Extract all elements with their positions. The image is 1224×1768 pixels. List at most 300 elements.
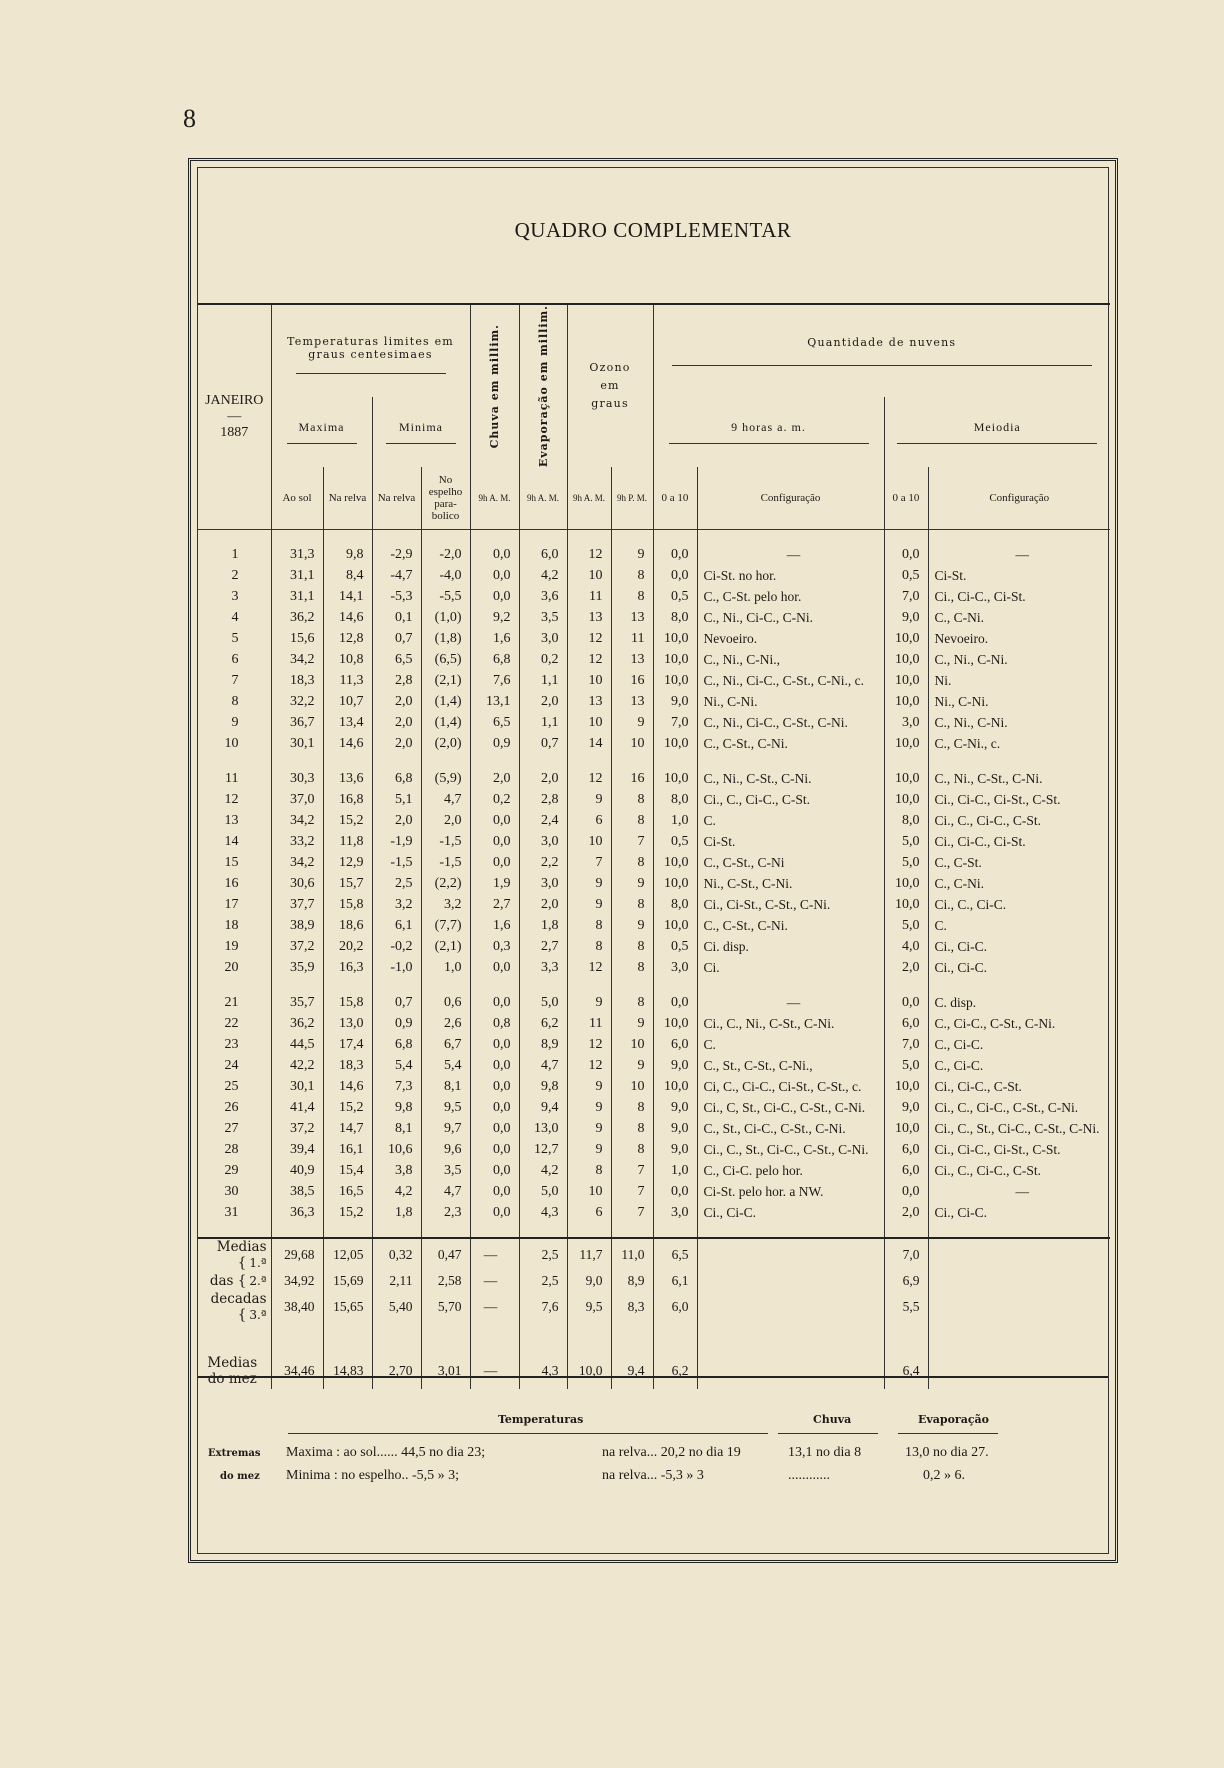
decade-row [198, 1291, 1110, 1323]
espelho-cell: (5,9) [421, 768, 470, 789]
min-relva-cell: 0,1 [372, 607, 421, 628]
evap-cell: 3,6 [519, 586, 567, 607]
na-relva-cell: 16,3 [323, 957, 372, 978]
decade-value: 2,58 [421, 1271, 470, 1291]
ao-sol-cell: 34,2 [271, 649, 323, 670]
daily-rows [198, 530, 1110, 1390]
espelho-cell: -1,5 [421, 831, 470, 852]
decade-value: 0,32 [372, 1238, 421, 1271]
config-md-cell: Ci-St. [928, 565, 1110, 586]
config-md-cell: Ci., Ci-C., Ci-St. [928, 586, 1110, 607]
ozono-pm-cell: 13 [611, 607, 653, 628]
config-md-cell: C., Ci-C., C-St., C-Ni. [928, 1013, 1110, 1034]
nuvens-9-cell: 9,0 [653, 1097, 697, 1118]
maxima-label: Maxima [298, 419, 345, 434]
ozono-am-cell: 8 [567, 1160, 611, 1181]
nuvens-9-cell: 8,0 [653, 789, 697, 810]
evap-cell: 2,4 [519, 810, 567, 831]
espelho-cell: 0,6 [421, 992, 470, 1013]
nove-horas-brace [669, 443, 869, 444]
month-label: JANEIRO [205, 393, 264, 409]
month-mean-value: 10,0 [567, 1353, 611, 1389]
config-md-cell: Nevoeiro. [928, 628, 1110, 649]
decade-value: 15,69 [323, 1271, 372, 1291]
year-label: 1887 [220, 425, 249, 441]
na-relva-cell: 13,6 [323, 768, 372, 789]
config-9-cell: C. [697, 810, 884, 831]
day-cell: 29 [224, 1162, 239, 1178]
day-cell: 8 [231, 693, 239, 709]
ozono-am-cell: 12 [567, 957, 611, 978]
chuva-cell: 7,6 [470, 670, 519, 691]
config-9-cell: C. [697, 1034, 884, 1055]
table-frame [188, 158, 1118, 1563]
chuva-cell: 0,3 [470, 936, 519, 957]
nuvens-md-cell: 10,0 [884, 1118, 928, 1139]
na-relva-cell: 12,9 [323, 852, 372, 873]
ozono-am-cell: 13 [567, 607, 611, 628]
evap-cell: 6,0 [519, 544, 567, 565]
chuva-cell: 0,0 [470, 1202, 519, 1223]
decade-value: — [470, 1271, 519, 1291]
nuvens-md-config-header: Configuração [928, 467, 1110, 530]
nuvens-9-cell: 10,0 [653, 649, 697, 670]
ao-sol-cell: 37,7 [271, 894, 323, 915]
ozono-am-cell: 9 [567, 1097, 611, 1118]
ozono-am-cell: 12 [567, 649, 611, 670]
ozono-am-cell: 10 [567, 565, 611, 586]
extremes-max-b: na relva... 20,2 no dia 19 [602, 1445, 741, 1460]
espelho-cell: 3,2 [421, 894, 470, 915]
ozono-pm-cell: 10 [611, 733, 653, 754]
extremes-min-chuva: ............ [788, 1468, 830, 1483]
decade-label-word: decadas [210, 1291, 267, 1308]
nuvens-9-cell: 9,0 [653, 691, 697, 712]
nuvens-md-cell: 0,0 [884, 992, 928, 1013]
ao-sol-cell: 40,9 [271, 1160, 323, 1181]
day-cell: 19 [224, 938, 239, 954]
na-relva-cell: 15,7 [323, 873, 372, 894]
nuvens-md-cell: 0,0 [884, 1181, 928, 1202]
extremes-max-a: Maxima : ao sol...... 44,5 no dia 23; [286, 1445, 486, 1460]
extremes-evap-brace [898, 1433, 998, 1434]
nuvens-9-cell: 10,0 [653, 670, 697, 691]
decade-value: 9,5 [567, 1291, 611, 1323]
decade-value: 5,40 [372, 1291, 421, 1323]
ozono-pm-cell: 13 [611, 691, 653, 712]
na-relva-cell: 14,7 [323, 1118, 372, 1139]
espelho-cell: 3,5 [421, 1160, 470, 1181]
month-mean-value: 14,83 [323, 1353, 372, 1389]
evap-cell: 2,7 [519, 936, 567, 957]
day-cell: 6 [231, 651, 239, 667]
table-row [198, 831, 1110, 852]
config-md-cell: Ni. [928, 670, 1110, 691]
evap-cell: 5,0 [519, 992, 567, 1013]
config-9-cell: Ci., C., Ci-C., C-St. [697, 789, 884, 810]
ao-sol-cell: 36,2 [271, 607, 323, 628]
ozono-pm-cell: 8 [611, 852, 653, 873]
ozono-pm-cell: 9 [611, 712, 653, 733]
ao-sol-cell: 39,4 [271, 1139, 323, 1160]
no-espelho-header: No espelho para-bolico [421, 467, 470, 530]
month-dash: — [227, 409, 242, 425]
nuvens-md-cell: 0,0 [884, 544, 928, 565]
ozono-am-cell: 11 [567, 586, 611, 607]
meiodia-header [884, 397, 1110, 467]
day-cell: 18 [224, 917, 239, 933]
ozono-pm-cell: 8 [611, 789, 653, 810]
config-md-cell: Ci., Ci-C. [928, 957, 1110, 978]
temp-group-label: Temperaturas limites em graus centesimaes [287, 334, 454, 361]
min-relva-cell: -1,5 [372, 852, 421, 873]
ozono-am-cell: 14 [567, 733, 611, 754]
day-cell: 7 [231, 672, 239, 688]
chuva-cell: 0,0 [470, 1139, 519, 1160]
ozono-am-cell: 7 [567, 852, 611, 873]
ozono-am-cell: 9 [567, 992, 611, 1013]
config-9-cell: Ci. disp. [697, 936, 884, 957]
ozono-pm-cell: 8 [611, 1118, 653, 1139]
min-relva-cell: 7,3 [372, 1076, 421, 1097]
table-row [198, 1181, 1110, 1202]
na-relva-cell: 10,8 [323, 649, 372, 670]
decade-label: Medias { 1.ª [198, 1238, 271, 1271]
decade-row [198, 1271, 1110, 1291]
table-row [198, 992, 1110, 1013]
chuva-cell: 0,9 [470, 733, 519, 754]
evap-cell: 9,8 [519, 1076, 567, 1097]
na-relva-min-header: Na relva [372, 467, 421, 530]
nuvens-9-cell: 6,0 [653, 1034, 697, 1055]
ao-sol-cell: 37,2 [271, 936, 323, 957]
min-relva-cell: 2,0 [372, 733, 421, 754]
min-relva-cell: 2,0 [372, 810, 421, 831]
empty-cell [928, 1353, 1110, 1389]
config-9-cell: C., C-St. pelo hor. [697, 586, 884, 607]
table-row [198, 1160, 1110, 1181]
ao-sol-cell: 18,3 [271, 670, 323, 691]
nuvens-md-cell: 10,0 [884, 733, 928, 754]
config-9-cell: Ni., C-St., C-Ni. [697, 873, 884, 894]
table-row [198, 768, 1110, 789]
table-row [198, 810, 1110, 831]
config-9-cell: C., Ni., Ci-C., C-St., C-Ni., c. [697, 670, 884, 691]
config-md-cell: Ci., Ci-C., Ci-St., C-St. [928, 789, 1110, 810]
nuvens-9-cell: 10,0 [653, 628, 697, 649]
decade-value: 2,5 [519, 1271, 567, 1291]
ao-sol-cell: 30,1 [271, 1076, 323, 1097]
evap-cell: 5,0 [519, 1181, 567, 1202]
espelho-cell: (1,0) [421, 607, 470, 628]
spacer-row [198, 754, 1110, 768]
ozono-am-cell: 9 [567, 873, 611, 894]
na-relva-header: Na relva [323, 467, 372, 530]
min-relva-cell: -2,9 [372, 544, 421, 565]
evaporacao-label: Evaporação em millim. [536, 305, 550, 468]
na-relva-cell: 15,8 [323, 894, 372, 915]
ao-sol-cell: 31,3 [271, 544, 323, 565]
ozono-am-cell: 10 [567, 1181, 611, 1202]
na-relva-cell: 10,7 [323, 691, 372, 712]
empty-cell [697, 1291, 884, 1323]
empty-cell [697, 1271, 884, 1291]
config-9-cell: C., C-St., C-Ni. [697, 915, 884, 936]
decade-value: 2,5 [519, 1238, 567, 1271]
decade-value: 15,65 [323, 1291, 372, 1323]
nuvens-label: Quantidade de nuvens [807, 336, 957, 350]
evap-cell: 4,7 [519, 1055, 567, 1076]
extremes-top-rule [198, 1376, 1108, 1378]
config-9-cell: C., Ni., C-Ni., [697, 649, 884, 670]
decade-value: 6,0 [653, 1291, 697, 1323]
config-9-cell: C., C-St., C-Ni. [697, 733, 884, 754]
na-relva-cell: 14,6 [323, 733, 372, 754]
ozono-pm-cell: 8 [611, 810, 653, 831]
nuvens-md-cell: 10,0 [884, 768, 928, 789]
chuva-cell: 2,7 [470, 894, 519, 915]
ozono-pm-cell: 7 [611, 1160, 653, 1181]
na-relva-cell: 16,1 [323, 1139, 372, 1160]
evaporacao-header [519, 304, 567, 467]
day-cell: 10 [224, 735, 239, 751]
evap-cell: 13,0 [519, 1118, 567, 1139]
table-row [198, 1013, 1110, 1034]
chuva-cell: 0,2 [470, 789, 519, 810]
min-relva-cell: 2,5 [372, 873, 421, 894]
evap-cell: 2,2 [519, 852, 567, 873]
ao-sol-cell: 37,0 [271, 789, 323, 810]
table-row [198, 565, 1110, 586]
table-row [198, 691, 1110, 712]
chuva-cell: 0,0 [470, 1076, 519, 1097]
nuvens-md-cell: 7,0 [884, 1034, 928, 1055]
nuvens-md-cell: 7,0 [884, 586, 928, 607]
na-relva-cell: 15,2 [323, 810, 372, 831]
nuvens-9-cell: 8,0 [653, 607, 697, 628]
page-title: QUADRO COMPLEMENTAR [514, 218, 792, 242]
ozono-pm-cell: 9 [611, 1055, 653, 1076]
nuvens-9-cell: 10,0 [653, 852, 697, 873]
ao-sol-cell: 42,2 [271, 1055, 323, 1076]
espelho-cell: -4,0 [421, 565, 470, 586]
nuvens-md-cell: 6,0 [884, 1139, 928, 1160]
config-9-cell: Ci-St. no hor. [697, 565, 884, 586]
nuvens-9-cell: 0,0 [653, 1181, 697, 1202]
chuva-cell: 0,0 [470, 1055, 519, 1076]
decade-label-word: Medias [216, 1239, 267, 1256]
month-mean-value: 34,46 [271, 1353, 323, 1389]
day-cell: 28 [224, 1141, 239, 1157]
ao-sol-cell: 36,3 [271, 1202, 323, 1223]
evap-cell: 1,1 [519, 670, 567, 691]
day-cell: 17 [224, 896, 239, 912]
day-cell: 24 [224, 1057, 239, 1073]
na-relva-cell: 20,2 [323, 936, 372, 957]
min-relva-cell: 2,8 [372, 670, 421, 691]
espelho-cell: 9,7 [421, 1118, 470, 1139]
espelho-cell: 2,6 [421, 1013, 470, 1034]
ao-sol-cell: 32,2 [271, 691, 323, 712]
nuvens-9-cell: 0,0 [653, 565, 697, 586]
ao-sol-cell: 30,1 [271, 733, 323, 754]
nuvens-9-cell: 0,5 [653, 831, 697, 852]
min-relva-cell: 6,1 [372, 915, 421, 936]
extremes-label-2: do mez [220, 1471, 260, 1482]
evap-cell: 0,2 [519, 649, 567, 670]
ozono-pm-cell: 8 [611, 957, 653, 978]
min-relva-cell: -0,2 [372, 936, 421, 957]
espelho-cell: (1,4) [421, 691, 470, 712]
config-md-cell: — [928, 544, 1110, 565]
nuvens-9-cell: 10,0 [653, 733, 697, 754]
decade-value: 34,92 [271, 1271, 323, 1291]
ao-sol-cell: 34,2 [271, 810, 323, 831]
ozono-am-cell: 12 [567, 1055, 611, 1076]
decade-value: 11,0 [611, 1238, 653, 1271]
decade-label: decadas { 3.ª [210, 1291, 267, 1324]
na-relva-cell: 15,4 [323, 1160, 372, 1181]
nuvens-md-cell: 2,0 [884, 1202, 928, 1223]
month-mean-label-2: do mez [207, 1371, 257, 1388]
nove-horas-header [653, 397, 884, 467]
extremes-label-1: Extremas [208, 1448, 261, 1459]
empty-cell [697, 1353, 884, 1389]
ozono-label: Ozono em graus [589, 361, 631, 411]
extremes-chuva-brace [778, 1433, 878, 1434]
evap-cell: 2,0 [519, 894, 567, 915]
config-9-cell: C., Ci-C. pelo hor. [697, 1160, 884, 1181]
day-cell: 16 [224, 875, 239, 891]
ozono-pm-cell: 9 [611, 873, 653, 894]
na-relva-cell: 8,4 [323, 565, 372, 586]
decade-ordinal: 3.ª [249, 1308, 267, 1323]
day-cell: 3 [231, 588, 239, 604]
table-row [198, 936, 1110, 957]
espelho-cell: (2,1) [421, 936, 470, 957]
decade-value: 11,7 [567, 1238, 611, 1271]
extremes-min-b: na relva... -5,3 » 3 [602, 1468, 704, 1483]
min-relva-cell: 5,1 [372, 789, 421, 810]
decade-value: 9,0 [567, 1271, 611, 1291]
espelho-cell: (1,8) [421, 628, 470, 649]
day-cell: 27 [224, 1120, 239, 1136]
month-mean-row [198, 1353, 1110, 1389]
espelho-cell: 9,5 [421, 1097, 470, 1118]
chuva-cell: 9,2 [470, 607, 519, 628]
evap-cell: 3,0 [519, 628, 567, 649]
espelho-cell: 2,3 [421, 1202, 470, 1223]
empty-cell [928, 1291, 1110, 1323]
config-9-cell: C., Ni., Ci-C., C-Ni. [697, 607, 884, 628]
day-cell: 4 [231, 609, 239, 625]
decade-ordinal: 1.ª [249, 1256, 267, 1271]
ozono-pm-cell: 8 [611, 992, 653, 1013]
table-row [198, 894, 1110, 915]
evap-cell: 4,3 [519, 1202, 567, 1223]
evap-cell: 3,5 [519, 607, 567, 628]
chuva-cell: 2,0 [470, 768, 519, 789]
month-mean-label-1: Medias [207, 1355, 258, 1372]
chuva-cell: 0,0 [470, 1034, 519, 1055]
ao-sol-cell: 34,2 [271, 852, 323, 873]
table-row [198, 1055, 1110, 1076]
min-relva-cell: 4,2 [372, 1181, 421, 1202]
espelho-cell: -5,5 [421, 586, 470, 607]
na-relva-cell: 14,6 [323, 1076, 372, 1097]
table-row [198, 649, 1110, 670]
config-md-cell: Ci., Ci-C., Ci-St., C-St. [928, 1139, 1110, 1160]
month-mean-value: 6,2 [653, 1353, 697, 1389]
day-cell: 26 [224, 1099, 239, 1115]
table-frame-inner [197, 167, 1109, 1554]
evap-cell: 1,8 [519, 915, 567, 936]
ao-sol-cell: 38,5 [271, 1181, 323, 1202]
month-mean-value: 2,70 [372, 1353, 421, 1389]
ozono-pm-cell: 16 [611, 768, 653, 789]
table-row [198, 852, 1110, 873]
evap-cell: 4,2 [519, 1160, 567, 1181]
config-md-cell: C., C-Ni. [928, 873, 1110, 894]
min-relva-cell: -5,3 [372, 586, 421, 607]
nuvens-md-cell: 10,0 [884, 873, 928, 894]
nuvens-9-config-header: Configuração [697, 467, 884, 530]
min-relva-cell: 5,4 [372, 1055, 421, 1076]
min-relva-cell: 3,8 [372, 1160, 421, 1181]
table-row [198, 607, 1110, 628]
config-md-cell: C. [928, 915, 1110, 936]
evap-cell: 9,4 [519, 1097, 567, 1118]
nuvens-9-scale-header: 0 a 10 [653, 467, 697, 530]
table-row [198, 544, 1110, 565]
table-row [198, 1034, 1110, 1055]
table-row [198, 733, 1110, 754]
espelho-cell: (2,1) [421, 670, 470, 691]
chuva-cell: 0,0 [470, 957, 519, 978]
ozono-pm-cell: 10 [611, 1076, 653, 1097]
ao-sol-cell: 31,1 [271, 586, 323, 607]
nuvens-md-cell: 8,0 [884, 810, 928, 831]
evap-cell: 4,2 [519, 565, 567, 586]
min-relva-cell: 6,8 [372, 1034, 421, 1055]
ao-sol-cell: 41,4 [271, 1097, 323, 1118]
config-9-cell: Ci, C., Ci-C., Ci-St., C-St., c. [697, 1076, 884, 1097]
month-mean-value: 4,3 [519, 1353, 567, 1389]
ozono-pm-cell: 8 [611, 586, 653, 607]
min-relva-cell: 10,6 [372, 1139, 421, 1160]
ozono-pm-cell: 7 [611, 1181, 653, 1202]
ao-sol-cell: 35,7 [271, 992, 323, 1013]
climate-table [198, 303, 1110, 1389]
nuvens-9-cell: 0,0 [653, 544, 697, 565]
chuva-cell: 0,0 [470, 1181, 519, 1202]
ozono-am-cell: 6 [567, 1202, 611, 1223]
chuva-cell: 1,9 [470, 873, 519, 894]
table-row [198, 670, 1110, 691]
config-9-cell: Ci., Ci-St., C-St., C-Ni. [697, 894, 884, 915]
ozono-am-cell: 12 [567, 628, 611, 649]
minima-label: Minima [399, 419, 443, 434]
na-relva-cell: 17,4 [323, 1034, 372, 1055]
extremes-max-chuva: 13,1 no dia 8 [788, 1445, 862, 1460]
day-cell: 14 [224, 833, 239, 849]
espelho-cell: 4,7 [421, 789, 470, 810]
config-9-cell: C., St., C-St., C-Ni., [697, 1055, 884, 1076]
nuvens-9-cell: 10,0 [653, 1076, 697, 1097]
nuvens-9-cell: 7,0 [653, 712, 697, 733]
config-md-cell: Ci., C., Ci-C., C-St. [928, 1160, 1110, 1181]
maxima-brace [287, 443, 357, 444]
